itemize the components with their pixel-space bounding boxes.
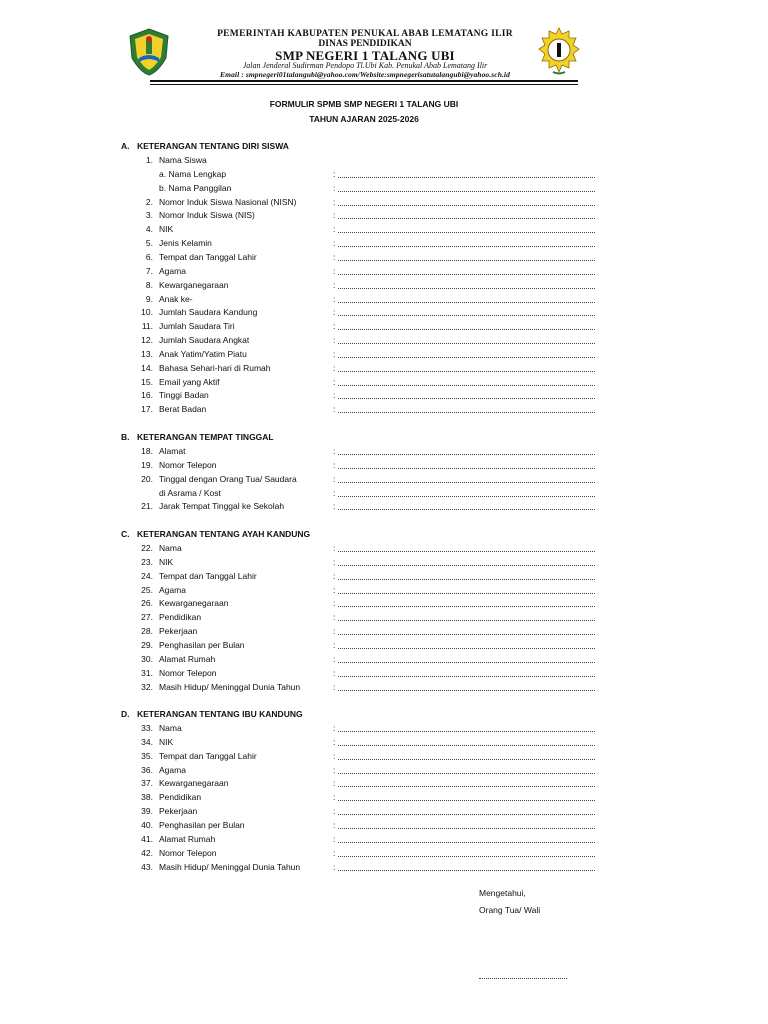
row-colon: : — [333, 764, 336, 775]
fill-in-line[interactable] — [338, 579, 595, 580]
form-row — [121, 640, 601, 652]
row-number: 9. — [145, 293, 153, 304]
row-number: 16. — [141, 390, 153, 401]
section-letter: C. — [121, 529, 130, 539]
form-row — [121, 266, 601, 278]
form-row — [121, 820, 601, 832]
form-row — [121, 155, 601, 167]
fill-in-line[interactable] — [338, 260, 595, 261]
section-a-heading — [121, 141, 289, 151]
section-b-heading — [121, 432, 274, 442]
fill-in-line[interactable] — [338, 676, 595, 677]
row-number: 43. — [141, 861, 153, 872]
fill-in-line[interactable] — [338, 288, 595, 289]
fill-in-line[interactable] — [338, 648, 595, 649]
section-title: KETERANGAN TEMPAT TINGGAL — [137, 432, 274, 442]
row-colon: : — [333, 362, 336, 373]
fill-in-line[interactable] — [338, 814, 595, 815]
row-label: Masih Hidup/ Meninggal Dunia Tahun — [159, 681, 301, 692]
section-title: KETERANGAN TENTANG AYAH KANDUNG — [137, 529, 311, 539]
signature-line[interactable] — [479, 978, 567, 979]
row-label: Kewarganegaraan — [159, 598, 229, 609]
row-colon: : — [333, 279, 336, 290]
row-number: 24. — [141, 570, 153, 581]
fill-in-line[interactable] — [338, 745, 595, 746]
form-row — [121, 169, 601, 181]
row-label: Pendidikan — [159, 612, 202, 623]
form-row — [121, 294, 601, 306]
row-colon: : — [333, 446, 336, 456]
row-label: Tempat dan Tanggal Lahir — [159, 251, 257, 262]
fill-in-line[interactable] — [338, 274, 595, 275]
letterhead-government: PEMERINTAH KABUPATEN PENUKAL ABAB LEMATANG ILIR — [217, 29, 513, 39]
fill-in-line[interactable] — [338, 773, 595, 774]
row-label: b. Nama Panggilan — [159, 182, 232, 193]
row-label: Nama — [159, 543, 182, 553]
letterhead-address: Jalan Jenderal Sudirman Pendopo Tl.Ubi Kab. Penukal Abab Lematang Ilir — [242, 61, 488, 70]
letterhead-department: DINAS PENDIDIKAN — [318, 39, 412, 49]
row-colon: : — [333, 833, 336, 844]
form-row — [121, 488, 601, 500]
section-letter: D. — [121, 709, 130, 719]
fill-in-line[interactable] — [338, 371, 595, 372]
fill-in-line[interactable] — [338, 468, 595, 469]
row-number: 29. — [141, 640, 153, 650]
row-colon: : — [333, 667, 336, 678]
section-d-heading — [121, 709, 303, 719]
row-label: Nama Siswa — [159, 155, 207, 165]
fill-in-line[interactable] — [338, 842, 595, 843]
row-colon: : — [333, 681, 336, 692]
form-row — [121, 460, 601, 472]
row-label: Tempat dan Tanggal Lahir — [159, 570, 257, 581]
fill-in-line[interactable] — [338, 246, 595, 247]
row-label: Tinggal dengan Orang Tua/ Saudara — [159, 473, 297, 484]
form-row — [121, 737, 601, 749]
fill-in-line[interactable] — [338, 509, 595, 510]
fill-in-line[interactable] — [338, 593, 595, 594]
section-letter: A. — [121, 141, 130, 151]
row-number: 35. — [141, 750, 153, 761]
row-label: Anak ke- — [159, 293, 193, 304]
form-row — [121, 571, 601, 583]
row-colon: : — [333, 348, 336, 359]
row-colon: : — [333, 736, 336, 747]
signature-acknowledged: Mengetahui, — [479, 888, 526, 898]
row-colon: : — [333, 335, 336, 345]
form-row — [121, 792, 601, 804]
row-label: Nama — [159, 723, 182, 733]
row-colon: : — [333, 640, 336, 650]
row-colon: : — [333, 792, 336, 803]
form-row — [121, 778, 601, 790]
section-title: KETERANGAN TENTANG IBU KANDUNG — [137, 709, 303, 719]
row-colon: : — [333, 251, 336, 262]
row-colon: : — [333, 570, 336, 581]
row-label: Nomor Induk Siswa (NIS) — [159, 210, 255, 221]
row-number: 10. — [141, 307, 153, 318]
fill-in-line[interactable] — [338, 496, 595, 497]
fill-in-line[interactable] — [338, 620, 595, 621]
row-colon: : — [333, 806, 336, 817]
form-academic-year: TAHUN AJARAN 2025-2026 — [309, 114, 419, 124]
form-row — [121, 474, 601, 486]
fill-in-line[interactable] — [338, 800, 595, 801]
form-row — [121, 280, 601, 292]
form-row — [121, 377, 601, 389]
fill-in-line[interactable] — [338, 385, 595, 386]
row-number: 12. — [141, 335, 153, 345]
row-colon: : — [333, 612, 336, 623]
fill-in-line[interactable] — [338, 329, 595, 330]
row-colon: : — [333, 556, 336, 567]
fill-in-line[interactable] — [338, 412, 595, 413]
row-label: Nomor Telepon — [159, 847, 217, 858]
row-label: Jarak Tempat Tinggal ke Sekolah — [159, 501, 285, 512]
row-colon: : — [333, 238, 336, 249]
fill-in-line[interactable] — [338, 606, 595, 607]
form-row — [121, 197, 601, 209]
row-number: 36. — [141, 764, 153, 775]
fill-in-line[interactable] — [338, 232, 595, 233]
row-number: 15. — [141, 376, 153, 387]
form-row — [121, 446, 601, 458]
row-number: 26. — [141, 598, 153, 609]
row-colon: : — [333, 778, 336, 789]
row-label: Alamat — [159, 446, 186, 456]
form-row — [121, 557, 601, 569]
row-colon: : — [333, 321, 336, 332]
form-row — [121, 238, 601, 250]
row-label: Kewarganegaraan — [159, 279, 229, 290]
form-row — [121, 654, 601, 666]
form-row — [121, 543, 601, 555]
row-colon: : — [333, 390, 336, 401]
row-number: 11. — [141, 321, 153, 332]
row-colon: : — [333, 723, 336, 733]
row-label: Alamat Rumah — [159, 653, 216, 664]
row-label: NIK — [159, 556, 174, 567]
row-number: 28. — [141, 626, 153, 637]
fill-in-line[interactable] — [338, 205, 595, 206]
row-number: 38. — [141, 792, 153, 803]
form-row — [121, 682, 601, 694]
row-colon: : — [333, 182, 336, 193]
row-number: 13. — [141, 348, 153, 359]
row-number: 30. — [141, 653, 153, 664]
fill-in-line[interactable] — [338, 786, 595, 787]
row-colon: : — [333, 265, 336, 276]
form-row — [121, 626, 601, 638]
row-colon: : — [333, 473, 336, 484]
row-colon: : — [333, 168, 336, 179]
row-label: Pekerjaan — [159, 626, 198, 637]
row-label: Penghasilan per Bulan — [159, 820, 245, 830]
fill-in-line[interactable] — [338, 870, 595, 871]
row-number: 37. — [141, 778, 153, 789]
fill-in-line[interactable] — [338, 177, 595, 178]
row-label: Nomor Telepon — [159, 459, 217, 470]
row-label: Alamat Rumah — [159, 833, 216, 844]
row-colon: : — [333, 210, 336, 221]
row-colon: : — [333, 459, 336, 470]
row-number: 22. — [141, 543, 153, 553]
fill-in-line[interactable] — [338, 315, 595, 316]
fill-in-line[interactable] — [338, 634, 595, 635]
row-number: 23. — [141, 556, 153, 567]
row-number: 8. — [145, 279, 153, 290]
row-colon: : — [333, 861, 336, 872]
fill-in-line[interactable] — [338, 302, 595, 303]
row-label: NIK — [159, 736, 174, 747]
row-number: 32. — [141, 681, 153, 692]
fill-in-line[interactable] — [338, 828, 595, 829]
form-row — [121, 612, 601, 624]
row-colon: : — [333, 307, 336, 318]
form-row — [121, 848, 601, 860]
letterhead-contact: Email : smpnegeri01talangubi@yahoo.com/Website:smpnegerisatutalangubi@yahoo.sch.id — [220, 70, 510, 79]
row-label: a. Nama Lengkap — [159, 168, 227, 179]
row-label: Jumlah Saudara Angkat — [159, 335, 250, 345]
row-label: Anak Yatim/Yatim Piatu — [159, 348, 247, 359]
row-colon: : — [333, 224, 336, 235]
row-label: Jumlah Saudara Kandung — [159, 307, 258, 318]
form-row — [121, 390, 601, 402]
letterhead-divider-thin — [150, 84, 578, 85]
fill-in-line[interactable] — [338, 191, 595, 192]
row-colon: : — [333, 584, 336, 595]
row-label: Pendidikan — [159, 792, 202, 803]
section-c-heading — [121, 529, 310, 539]
row-label: Kewarganegaraan — [159, 778, 229, 789]
row-colon: : — [333, 847, 336, 858]
fill-in-line[interactable] — [338, 482, 595, 483]
fill-in-line[interactable] — [338, 690, 595, 691]
fill-in-line[interactable] — [338, 357, 595, 358]
row-number: 18. — [141, 446, 153, 456]
row-label: Agama — [159, 584, 186, 595]
row-number: 40. — [141, 820, 153, 830]
row-number: 31. — [141, 667, 153, 678]
row-label: Nomor Induk Siswa Nasional (NISN) — [159, 196, 297, 207]
row-label: Tinggi Badan — [159, 390, 209, 401]
fill-in-line[interactable] — [338, 398, 595, 399]
row-number: 19. — [141, 459, 153, 470]
form-row — [121, 349, 601, 361]
form-row — [121, 585, 601, 597]
row-label: Masih Hidup/ Meninggal Dunia Tahun — [159, 861, 301, 872]
row-number: 20. — [141, 473, 153, 484]
row-label: Email yang Aktif — [159, 376, 220, 387]
form-title: FORMULIR SPMB SMP NEGERI 1 TALANG UBI — [269, 99, 459, 109]
row-label: Jenis Kelamin — [159, 238, 212, 249]
form-row — [121, 834, 601, 846]
row-colon: : — [333, 404, 336, 415]
section-letter: B. — [121, 432, 130, 442]
form-row — [121, 501, 601, 513]
fill-in-line[interactable] — [338, 218, 595, 219]
form-row — [121, 335, 601, 347]
row-number: 14. — [141, 362, 153, 373]
row-colon: : — [333, 196, 336, 207]
form-row — [121, 765, 601, 777]
form-row — [121, 224, 601, 236]
row-number: 17. — [141, 404, 153, 415]
section-title: KETERANGAN TENTANG DIRI SISWA — [137, 141, 289, 151]
form-row — [121, 723, 601, 735]
letterhead-school-name: SMP NEGERI 1 TALANG UBI — [275, 48, 455, 63]
row-label: NIK — [159, 224, 174, 235]
row-number: 42. — [141, 847, 153, 858]
row-label: Agama — [159, 764, 186, 775]
row-number: 4. — [145, 224, 153, 235]
row-number: 3. — [145, 210, 153, 221]
fill-in-line[interactable] — [338, 731, 595, 732]
row-colon: : — [333, 750, 336, 761]
form-row — [121, 183, 601, 195]
row-colon: : — [333, 543, 336, 553]
row-label: Berat Badan — [159, 404, 207, 415]
fill-in-line[interactable] — [338, 343, 595, 344]
fill-in-line[interactable] — [338, 454, 595, 455]
fill-in-line[interactable] — [338, 856, 595, 857]
row-number: 39. — [141, 806, 153, 817]
row-number: 33. — [141, 723, 153, 733]
row-number: 34. — [141, 736, 153, 747]
row-number: 25. — [141, 584, 153, 595]
row-label: Jumlah Saudara Tiri — [159, 321, 235, 332]
row-label: Agama — [159, 265, 186, 276]
fill-in-line[interactable] — [338, 662, 595, 663]
form-row — [121, 598, 601, 610]
row-colon: : — [333, 501, 336, 512]
form-row — [121, 404, 601, 416]
form-row — [121, 751, 601, 763]
row-number: 6. — [145, 251, 153, 262]
row-label: Nomor Telepon — [159, 667, 217, 678]
form-row — [121, 862, 601, 874]
row-number: 5. — [145, 238, 153, 249]
row-number: 2. — [145, 196, 153, 207]
form-row — [121, 321, 601, 333]
row-number: 7. — [145, 265, 153, 276]
row-colon: : — [333, 487, 336, 498]
form-row — [121, 252, 601, 264]
fill-in-line[interactable] — [338, 565, 595, 566]
row-label: Penghasilan per Bulan — [159, 640, 245, 650]
row-label: di Asrama / Kost — [159, 487, 221, 498]
row-label: Bahasa Sehari-hari di Rumah — [159, 362, 271, 373]
signature-role: Orang Tua/ Wali — [479, 905, 541, 915]
row-number: 1. — [145, 155, 153, 165]
row-label: Pekerjaan — [159, 806, 198, 817]
row-colon: : — [333, 626, 336, 637]
row-colon: : — [333, 293, 336, 304]
row-colon: : — [333, 376, 336, 387]
fill-in-line[interactable] — [338, 551, 595, 552]
row-colon: : — [333, 598, 336, 609]
form-row — [121, 806, 601, 818]
form-row — [121, 363, 601, 375]
fill-in-line[interactable] — [338, 759, 595, 760]
form-row — [121, 668, 601, 680]
form-row — [121, 210, 601, 222]
row-number: 21. — [141, 501, 153, 512]
row-number: 27. — [141, 612, 153, 623]
row-colon: : — [333, 653, 336, 664]
letterhead-divider-thick — [150, 80, 578, 82]
row-colon: : — [333, 820, 336, 830]
form-row — [121, 307, 601, 319]
row-label: Tempat dan Tanggal Lahir — [159, 750, 257, 761]
row-number: 41. — [141, 833, 153, 844]
